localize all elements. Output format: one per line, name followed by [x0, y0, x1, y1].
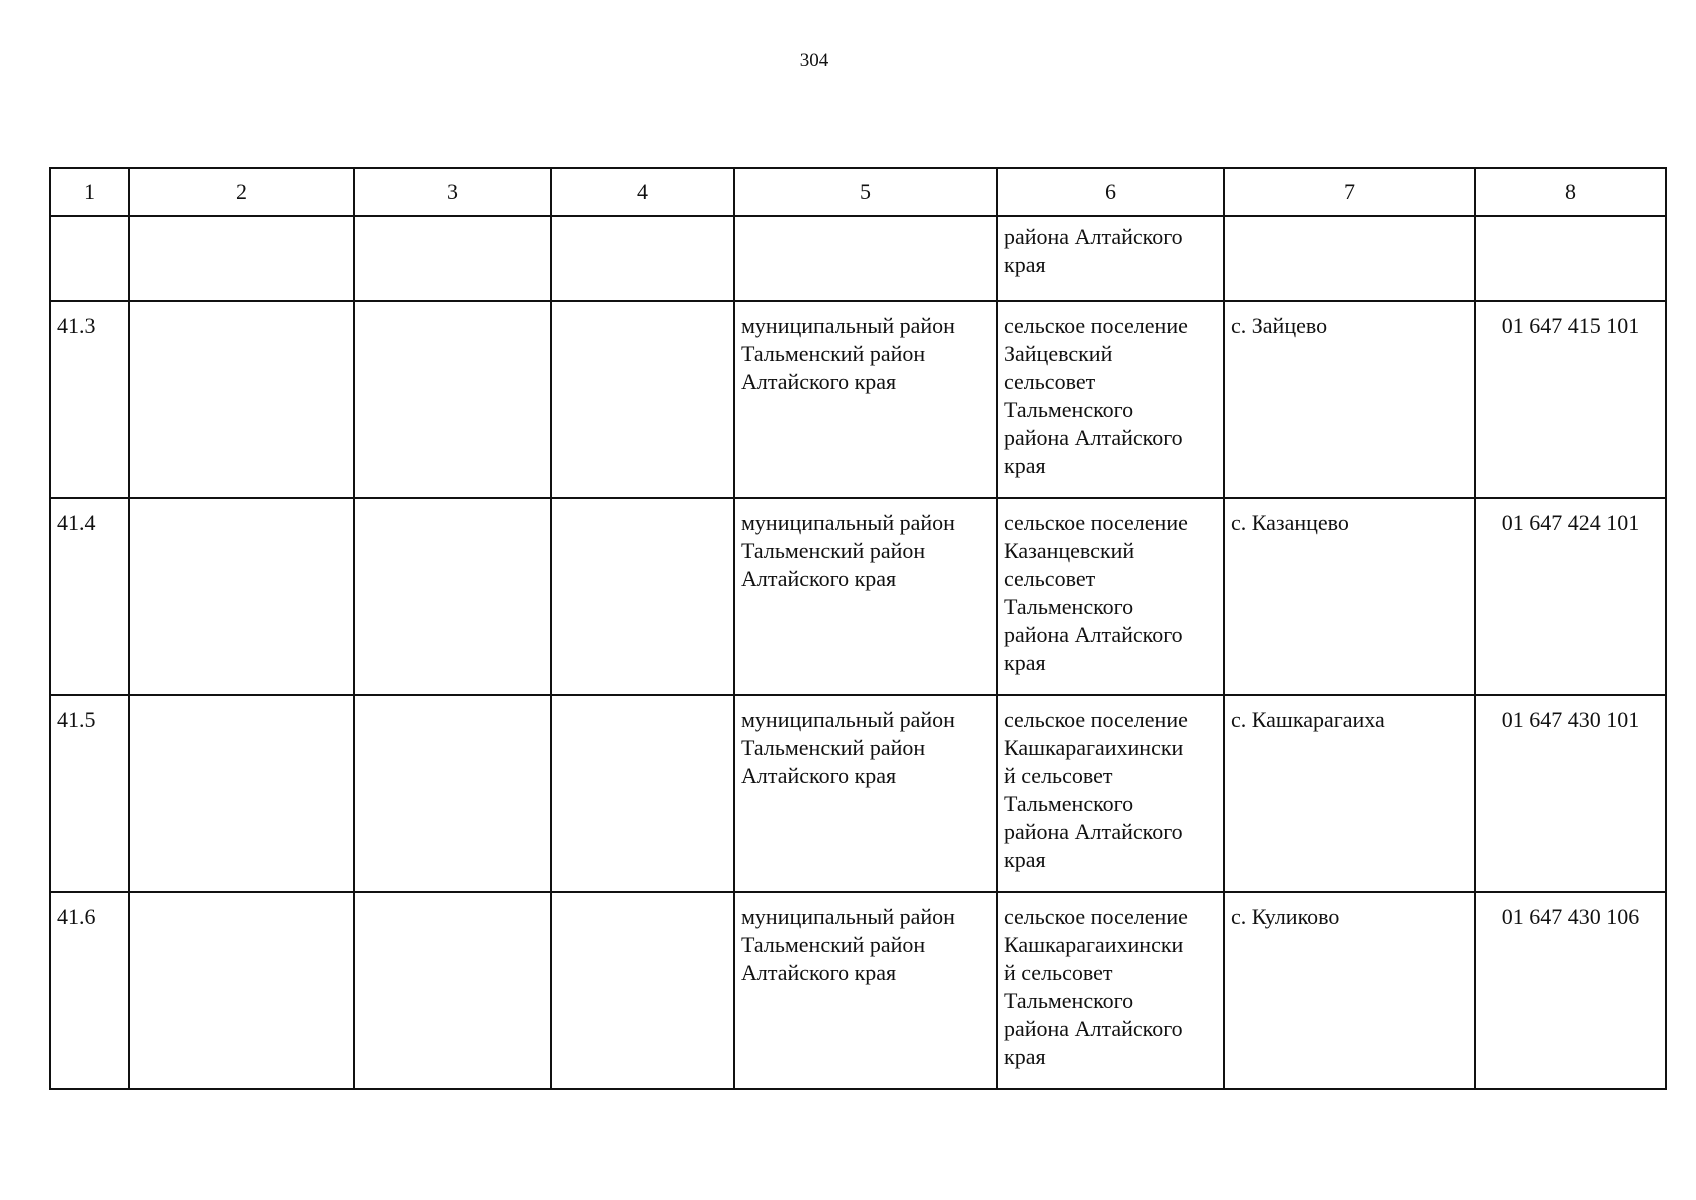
- table-cell: [551, 695, 734, 892]
- table-cell: [1224, 216, 1475, 301]
- registry-table: [49, 167, 1667, 1090]
- district-cell: муниципальный район Тальменский район Алтайского края: [734, 301, 997, 498]
- table-row: [50, 301, 1666, 498]
- district-cell: муниципальный район Тальменский район Алтайского края: [734, 498, 997, 695]
- table-cell: [551, 892, 734, 1089]
- locality-cell: с. Куликово: [1224, 892, 1475, 1089]
- row-number-cell: 41.5: [50, 695, 129, 892]
- okato-code-cell: 01 647 430 101: [1475, 695, 1666, 892]
- settlement-cell: сельское поселение Зайцевский сельсовет Тальменского района Алтайского края: [997, 301, 1224, 498]
- column-header-1: 1: [50, 168, 129, 216]
- table-row: [50, 892, 1666, 1089]
- okato-code-cell: 01 647 424 101: [1475, 498, 1666, 695]
- table-cell: [1475, 216, 1666, 301]
- table-cell: [354, 301, 551, 498]
- column-header-4: 4: [551, 168, 734, 216]
- table-cell: [551, 301, 734, 498]
- okato-code-cell: 01 647 430 106: [1475, 892, 1666, 1089]
- row-number-cell: 41.3: [50, 301, 129, 498]
- table-cell: [354, 498, 551, 695]
- table-cell: [354, 216, 551, 301]
- column-header-8: 8: [1475, 168, 1666, 216]
- column-header-2: 2: [129, 168, 354, 216]
- table-cell: [551, 498, 734, 695]
- column-header-5: 5: [734, 168, 997, 216]
- locality-cell: с. Казанцево: [1224, 498, 1475, 695]
- table-row: [50, 498, 1666, 695]
- settlement-cell: района Алтайского края: [997, 216, 1224, 301]
- locality-cell: с. Зайцево: [1224, 301, 1475, 498]
- table-cell: [354, 695, 551, 892]
- table-cell: [734, 216, 997, 301]
- settlement-cell: сельское поселение Кашкарагаихински й сельсовет Тальменского района Алтайского края: [997, 892, 1224, 1089]
- settlement-cell: сельское поселение Кашкарагаихински й сельсовет Тальменского района Алтайского края: [997, 695, 1224, 892]
- header-row: [50, 168, 1666, 216]
- row-number-cell: 41.6: [50, 892, 129, 1089]
- okato-code-cell: 01 647 415 101: [1475, 301, 1666, 498]
- table-cell: [551, 216, 734, 301]
- table-cell: [129, 498, 354, 695]
- table-cell: [129, 695, 354, 892]
- row-number-cell: 41.4: [50, 498, 129, 695]
- continuation-row: [50, 216, 1666, 301]
- table-cell: [354, 892, 551, 1089]
- column-header-7: 7: [1224, 168, 1475, 216]
- table-cell: [129, 216, 354, 301]
- settlement-cell: сельское поселение Казанцевский сельсовет Тальменского района Алтайского края: [997, 498, 1224, 695]
- table-cell: [129, 892, 354, 1089]
- locality-cell: с. Кашкарагаиха: [1224, 695, 1475, 892]
- column-header-6: 6: [997, 168, 1224, 216]
- table-row: [50, 695, 1666, 892]
- district-cell: муниципальный район Тальменский район Алтайского края: [734, 695, 997, 892]
- column-header-3: 3: [354, 168, 551, 216]
- page-number: 304: [799, 50, 829, 71]
- table-cell: [50, 216, 129, 301]
- table-cell: [129, 301, 354, 498]
- district-cell: муниципальный район Тальменский район Алтайского края: [734, 892, 997, 1089]
